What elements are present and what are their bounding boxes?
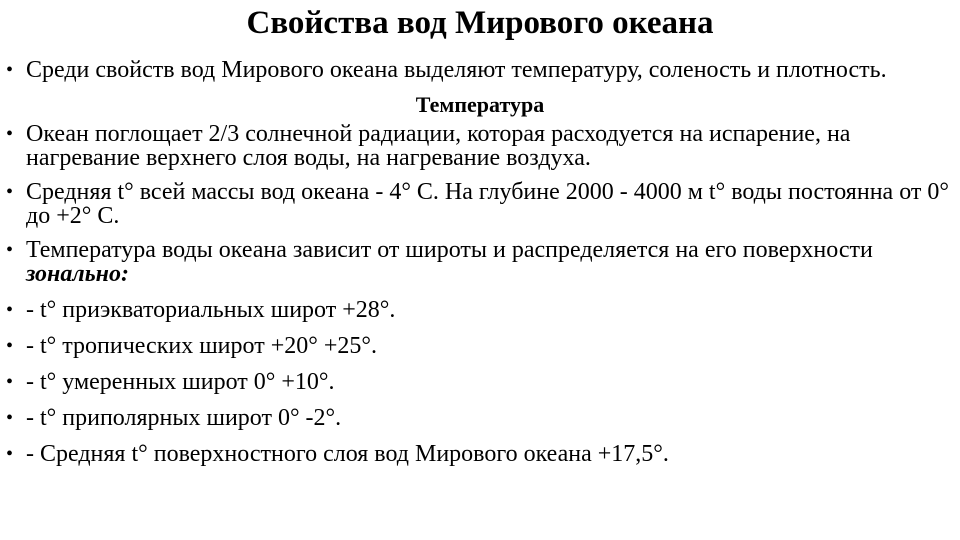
slide-title: Свойства вод Мирового океана [246,5,714,41]
bullet-dot: • [6,123,14,145]
bullet-text: Температура воды океана зависит от широты и распределяется на его поверхности [26,237,873,263]
bullet-text: - Средняя t° поверхностного слоя вод Мирового океана +17,5°. [26,441,669,467]
bullet-dot: • [6,239,14,261]
bullet-dot: • [6,443,14,465]
bullet-dot: • [6,407,14,429]
bullet-text: Средняя t° всей массы вод океана - 4° С. На глубине 2000 - 4000 м t° воды постоянна от 0° до +2° С. [26,179,949,229]
bullet-polar [0,406,960,430]
bullet-dot: • [6,181,14,203]
bullet-tropical [0,334,960,358]
section-heading-temperature: Температура [415,92,545,117]
bullet-equatorial [0,298,960,322]
bullet-text: - t° приполярных широт 0° -2°. [26,405,342,431]
bullet-dot: • [6,299,14,321]
bullet-latitude-dependency [0,238,960,286]
bullet-text: - t° тропических широт +20° +25°. [26,333,377,359]
bullet-dot: • [6,371,14,393]
bullet-text: Океан поглощает 2/3 солнечной радиации, которая расходуется на испарение, на нагревание верхнего слоя воды, на нагревание воздуха. [26,121,851,171]
bullet-temperate [0,370,960,394]
bullet-text: Среди свойств вод Мирового океана выделяют температуру, соленость и плотность. [26,57,887,83]
bullet-dot: • [6,59,14,81]
bullet-surface-average [0,442,960,466]
bullet-intro [0,58,960,82]
bullet-dot: • [6,335,14,357]
emphasis-zonal: зонально: [26,261,129,287]
bullet-text: - t° умеренных широт 0° +10°. [26,369,335,395]
bullet-text: - t° приэкваториальных широт +28°. [26,297,396,323]
bullet-average-temp [0,180,960,228]
bullet-list [0,58,960,466]
bullet-radiation [0,122,960,170]
